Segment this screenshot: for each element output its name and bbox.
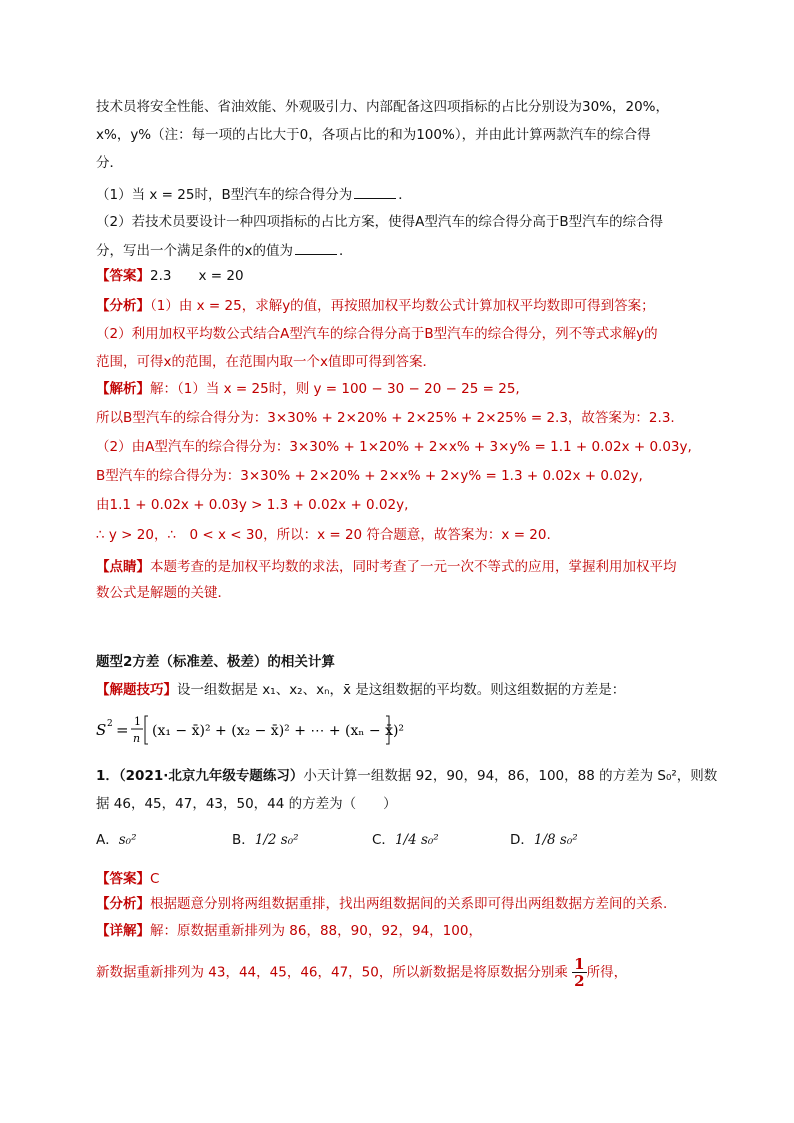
answer2-text: C — [150, 871, 160, 887]
svg-text:1: 1 — [134, 715, 141, 728]
option-d-label: D． — [510, 832, 534, 848]
answer2-tag: 【答案】 — [96, 871, 150, 887]
comment-text: 本题考查的是加权平均数的求法，同时考查了一元一次不等式的应用，掌握利用加权平均 — [150, 559, 677, 575]
option-a-value: s₀² — [118, 832, 137, 848]
svg-text:=: = — [116, 721, 129, 739]
variance-formula-graphic — [96, 710, 416, 750]
question3-text: 小天计算一组数据 92，90，94，86，100，88 的方差为 S₀²，则数 — [303, 768, 718, 784]
question-part1-end: ． — [398, 187, 412, 203]
comment-tag: 【点睛】 — [96, 559, 150, 575]
analysis-line1 — [96, 296, 724, 316]
analysis2-tag: 【分析】 — [96, 896, 150, 912]
solution-line2: 所以B型汽车的综合得分为：3×30% + 2×20% + 2×25% + 2×25% = 2.3，故答案为：2.3. — [96, 410, 675, 426]
answer2-line — [96, 869, 724, 889]
solution-line4: B型汽车的综合得分为：3×30% + 2×20% + 2×x% + 2×y% = 1.3 + 0.02x + 0.02y, — [96, 468, 643, 484]
comment-line2: 数公式是解题的关键． — [96, 585, 231, 601]
solution-line3: （2）由A型汽车的综合得分为：3×30% + 1×20% + 2×x% + 3×y% = 1.1 + 0.02x + 0.03y, — [96, 439, 692, 455]
option-c[interactable] — [372, 828, 439, 848]
detail-text: 解：原数据重新排列为 86，88，90，92，94，100， — [150, 923, 482, 939]
answer-line — [96, 266, 724, 286]
answer-text: 2.3 x = 20 — [150, 268, 244, 284]
option-a[interactable] — [96, 828, 137, 848]
question3-source: （2021·北京九年级专题练习） — [118, 768, 304, 784]
option-b-label: B． — [232, 832, 255, 848]
svg-text:S: S — [96, 721, 107, 739]
solution-tag: 【解析】 — [96, 381, 150, 397]
comment-line1 — [96, 557, 724, 577]
answer-tag: 【答案】 — [96, 268, 150, 284]
analysis2-text: 根据题意分别将两组数据重排，找出两组数据间的关系即可得出两组数据方差间的关系. — [150, 896, 668, 912]
question-part2-end: ． — [339, 243, 353, 259]
question-part2-line2 — [96, 240, 724, 261]
analysis2-line — [96, 894, 724, 914]
option-d[interactable] — [510, 828, 578, 848]
question-intro-line3: 分． — [96, 155, 123, 171]
variance-formula — [96, 710, 416, 750]
question-part2-line1: （2）若技术员要设计一种四项指标的占比方案，使得A型汽车的综合得分高于B型汽车的综合得 — [96, 214, 664, 230]
detail-line2-end: 所得， — [586, 964, 628, 981]
question3-number: 1． — [96, 768, 119, 784]
detail-line1 — [96, 921, 724, 941]
option-c-label: C． — [372, 832, 395, 848]
analysis-tag: 【分析】 — [96, 298, 150, 314]
section-title: 题型2方差（标准差、极差）的相关计算 — [96, 654, 335, 670]
question-part1 — [96, 184, 724, 205]
question3-line1 — [96, 766, 724, 786]
detail-line2 — [96, 956, 724, 989]
detail-tag: 【详解】 — [96, 923, 150, 939]
question-intro-line1: 技术员将安全性能、省油效能、外观吸引力、内部配备这四项指标的占比分别设为30%，20%， — [96, 99, 670, 115]
answer-blank — [295, 240, 337, 255]
option-a-label: A． — [96, 832, 119, 848]
svg-text:n: n — [133, 732, 141, 745]
analysis-text: （1）由 x = 25，求解y的值，再按照加权平均数公式计算加权平均数即可得到答案； — [150, 298, 655, 314]
solution-line1 — [96, 379, 724, 399]
svg-text:2: 2 — [107, 719, 113, 729]
fraction-denominator: 2 — [574, 972, 585, 990]
option-c-value: 1/4 s₀² — [394, 832, 439, 848]
question3-line2: 据 46，45，47，43，50，44 的方差为（ ） — [96, 796, 397, 812]
answer-blank — [354, 184, 396, 199]
analysis-line3: 范围，可得x的范围，在范围内取一个x值即可得到答案． — [96, 354, 436, 370]
tip-tag: 【解题技巧】 — [96, 682, 177, 698]
tip-line — [96, 680, 724, 700]
option-b[interactable] — [232, 828, 299, 848]
solution-line5: 由1.1 + 0.02x + 0.03y > 1.3 + 0.02x + 0.02y, — [96, 497, 409, 513]
option-b-value: 1/2 s₀² — [254, 832, 299, 848]
tip-text: 设一组数据是 x₁、x₂、xₙ，x̄ 是这组数据的平均数。则这组数据的方差是： — [177, 682, 626, 698]
detail-line2-text: 新数据重新排列为 43，44，45，46，47，50，所以新数据是将原数据分别乘 — [96, 964, 568, 981]
solution-line6: ∴ y > 20，∴ 0 < x < 30，所以：x = 20 符合题意，故答案为：x = 20. — [96, 527, 551, 543]
question-part1-text: （1）当 x = 25时，B型汽车的综合得分为 — [96, 187, 353, 203]
solution-text: 解：（1）当 x = 25时，则 y = 100 − 30 − 20 − 25 = 25, — [150, 381, 520, 397]
svg-text:(x₁ − x̄)² + (x₂ − x̄)² + ⋯ +: (x₁ − x̄)² + (x₂ − x̄)² + ⋯ + (xₙ − x̄)² — [152, 723, 405, 739]
fraction-numerator: 1 — [574, 955, 585, 973]
question-intro-line2: x%，y%（注：每一项的占比大于0，各项占比的和为100%），并由此计算两款汽车的综合得 — [96, 127, 651, 143]
question-part2-text: 分，写出一个满足条件的x的值为 — [96, 243, 293, 259]
analysis-line2: （2）利用加权平均数公式结合A型汽车的综合得分高于B型汽车的综合得分，列不等式求解y的 — [96, 326, 658, 342]
option-d-value: 1/8 s₀² — [533, 832, 578, 848]
one-half-fraction — [572, 956, 586, 989]
